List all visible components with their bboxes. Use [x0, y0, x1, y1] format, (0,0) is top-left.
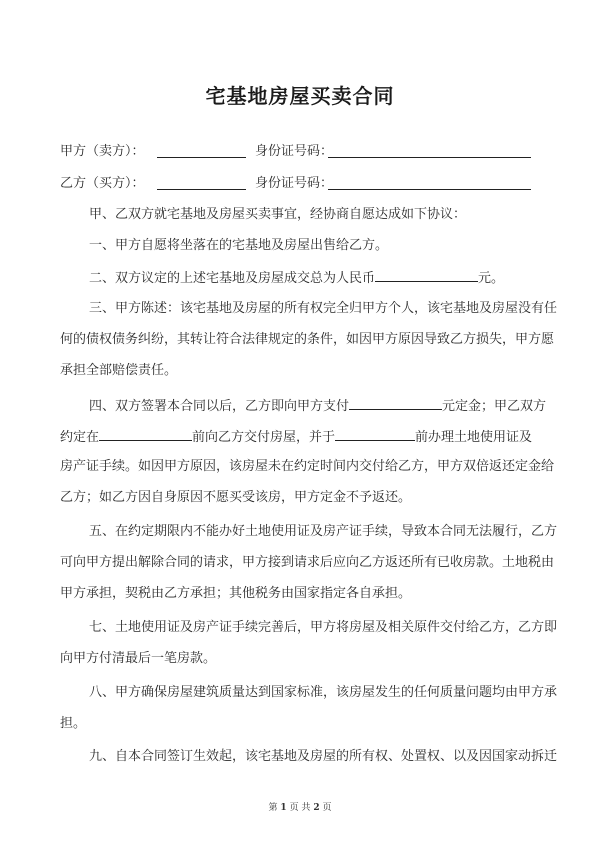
clause-3-line-2: 何的债权债务纠纷，其转让符合法律规定的条件，如因甲方原因导致乙方损失，甲方愿 — [60, 332, 555, 347]
clause-4-line-1 — [89, 396, 546, 416]
clause-4-line-2-c: 前办理土地使用证及 — [415, 430, 533, 445]
party-b-name-blank[interactable] — [157, 175, 246, 190]
footer-total-pages: 2 — [313, 803, 320, 813]
clause-4-line-3: 房产证手续。如因甲方原因，该房屋未在约定时间内交付给乙方，甲方双倍返还定金给 — [60, 459, 555, 474]
clause-4-line-2-a: 约定在 — [60, 430, 100, 445]
clause-4-line-2 — [60, 427, 532, 447]
page-footer — [0, 800, 600, 813]
clause-3-line-3: 承担全部赔偿责任。 — [60, 363, 178, 378]
clause-8-line-1: 八、甲方确保房屋建筑质量达到国家标准，该房屋发生的任何质量问题均由甲方承 — [89, 685, 558, 700]
clause-4-line-1-a: 四、双方签署本合同以后，乙方即向甲方支付 — [89, 399, 350, 414]
clause-7-line-2: 向甲方付清最后一笔房款。 — [60, 651, 217, 666]
party-a-id-label: 身份证号码： — [255, 144, 334, 159]
deposit-blank[interactable] — [349, 396, 442, 410]
footer-page-number: 1 — [280, 803, 287, 813]
footer-mid: 页 共 — [289, 803, 311, 813]
clause-4-line-4: 乙方；如乙方因自身原因不愿买受该房，甲方定金不予返还。 — [60, 490, 412, 505]
intro-text: 甲、乙双方就宅基地及房屋买卖事宜，经协商自愿达成如下协议： — [89, 207, 467, 222]
footer-prefix: 第 — [268, 803, 278, 813]
clause-2 — [89, 268, 504, 288]
clause-2-after: 元。 — [478, 271, 505, 286]
certificate-date-blank[interactable] — [335, 427, 415, 441]
party-a-id-blank[interactable] — [328, 143, 531, 158]
price-blank[interactable] — [375, 268, 478, 282]
clause-9-line-1: 九、自本合同签订生效起，该宅基地及房屋的所有权、处置权、以及因国家动拆迁 — [89, 749, 558, 764]
footer-suffix: 页 — [322, 803, 332, 813]
clause-5-line-2: 可向甲方提出解除合同的请求，甲方接到请求后应向乙方返还所有已收房款。土地税由 — [60, 555, 555, 570]
clause-5-line-3: 甲方承担，契税由乙方承担；其他税务由国家指定各自承担。 — [60, 586, 412, 601]
clause-7-line-1: 七、土地使用证及房产证手续完善后，甲方将房屋及相关原件交付给乙方，乙方即 — [89, 620, 558, 635]
party-a-name-blank[interactable] — [157, 143, 246, 158]
party-b-id-label: 身份证号码： — [255, 176, 334, 191]
clause-1: 一、甲方自愿将坐落在的宅基地及房屋出售给乙方。 — [89, 238, 389, 253]
delivery-date-blank[interactable] — [99, 427, 192, 441]
clause-4-line-1-b: 元定金；甲乙双方 — [442, 399, 547, 414]
document-title: 宅基地房屋买卖合同 — [205, 84, 395, 108]
party-a-label: 甲方（卖方）： — [60, 144, 145, 159]
party-b-id-blank[interactable] — [328, 175, 531, 190]
clause-5-line-1: 五、在约定期限内不能办好土地使用证及房产证手续，导致本合同无法履行，乙方 — [89, 524, 558, 539]
clause-2-before: 二、双方议定的上述宅基地及房屋成交总为人民币 — [89, 271, 376, 286]
clause-3-line-1: 三、甲方陈述：该宅基地及房屋的所有权完全归甲方个人，该宅基地及房屋没有任 — [89, 301, 558, 316]
clause-8-line-2: 担。 — [60, 716, 87, 731]
party-b-label: 乙方（买方）： — [60, 176, 145, 191]
clause-4-line-2-b: 前向乙方交付房屋，并于 — [192, 430, 336, 445]
